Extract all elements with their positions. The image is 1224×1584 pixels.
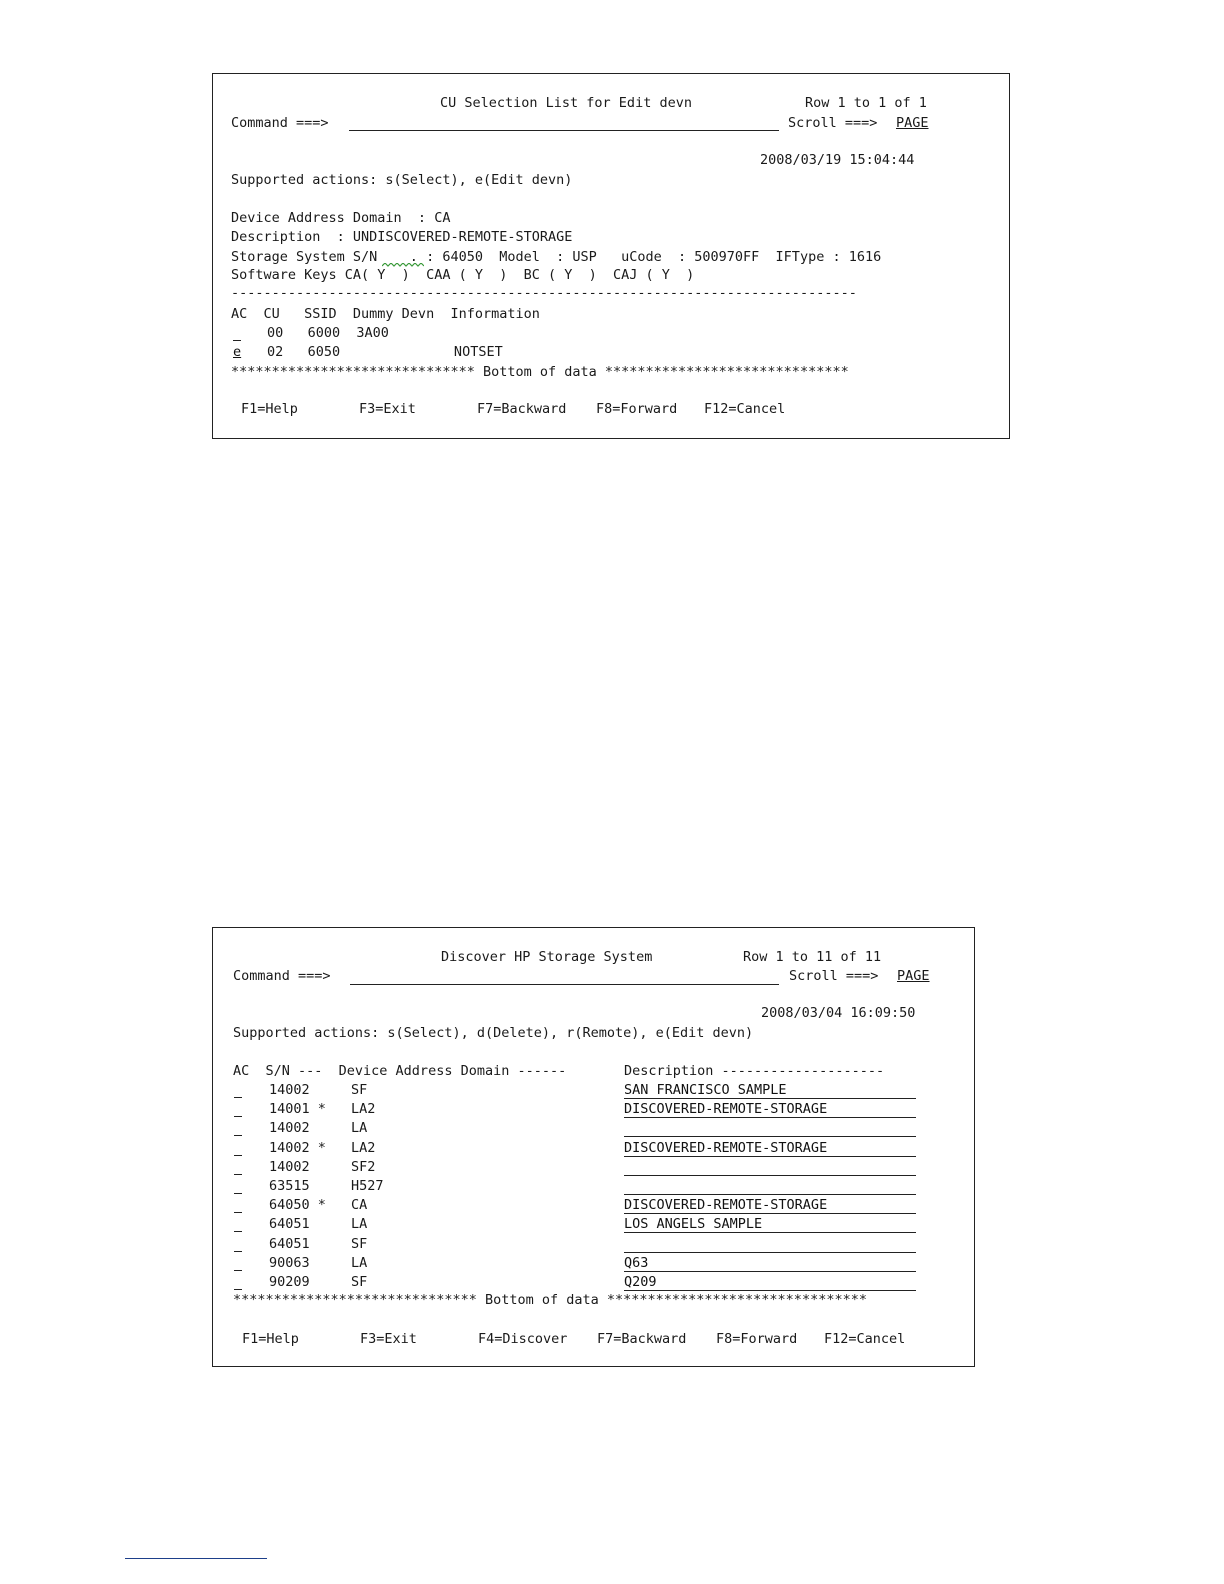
serial-number: 64051: [269, 1216, 326, 1232]
f1-help-key[interactable]: F1=Help: [242, 1331, 299, 1347]
serial-number: 14002: [269, 1120, 326, 1136]
action-field[interactable]: [234, 1231, 242, 1232]
timestamp: 2008/03/19 15:04:44: [760, 152, 915, 168]
action-field[interactable]: [234, 1270, 242, 1271]
description-field-underline: [624, 1156, 916, 1157]
table-header-description: Description --------------------: [624, 1063, 885, 1079]
table-row: 00 6000 3A00: [267, 325, 389, 341]
serial-number: 90063: [269, 1255, 326, 1271]
bottom-of-data: ****************************** Bottom of data ******************************: [231, 364, 849, 380]
table-row: 02 6050 NOTSET: [267, 344, 503, 360]
action-field[interactable]: [234, 1289, 242, 1290]
supported-actions: Supported actions: s(Select), d(Delete), r(Remote), e(Edit devn): [233, 1025, 754, 1041]
description-field-underline: [624, 1136, 916, 1137]
f3-exit-key[interactable]: F3=Exit: [359, 401, 416, 417]
row-info: Row 1 to 1 of 1: [805, 95, 927, 111]
action-field[interactable]: [233, 340, 241, 341]
table-header: AC CU SSID Dummy Devn Information: [231, 306, 540, 322]
table-header: AC S/N --- Device Address Domain ------: [233, 1063, 567, 1079]
timestamp: 2008/03/04 16:09:50: [761, 1005, 916, 1021]
f3-exit-key[interactable]: F3=Exit: [360, 1331, 417, 1347]
description-line: Description : UNDISCOVERED-REMOTE-STORAGE: [231, 229, 573, 245]
description-field-underline: [624, 1232, 916, 1233]
scroll-label: Scroll ===>: [788, 115, 878, 131]
serial-number: 63515: [269, 1178, 326, 1194]
f8-forward-key[interactable]: F8=Forward: [596, 401, 678, 417]
discover-storage-panel: [212, 927, 975, 1367]
f7-backward-key[interactable]: F7=Backward: [477, 401, 567, 417]
description-field[interactable]: DISCOVERED-REMOTE-STORAGE: [624, 1140, 828, 1156]
serial-number: 64051: [269, 1236, 326, 1252]
device-address-domain: SF: [351, 1082, 368, 1098]
screen-title: CU Selection List for Edit devn: [440, 95, 692, 111]
device-address-domain: LA: [351, 1216, 368, 1232]
software-keys-line: Software Keys CA( Y ) CAA ( Y ) BC ( Y ) CAJ ( Y ): [231, 267, 695, 283]
serial-number: 14002 *: [269, 1140, 326, 1156]
description-field-underline: [624, 1117, 916, 1118]
action-field[interactable]: [234, 1251, 242, 1252]
storage-system-line: Storage System S/N . : 64050 Model : USP uCode : 500970FF IFType : 1616: [231, 249, 882, 265]
device-address-domain: SF: [351, 1236, 368, 1252]
description-field[interactable]: SAN FRANCISCO SAMPLE: [624, 1082, 787, 1098]
description-field-underline: [624, 1175, 916, 1176]
action-field[interactable]: [234, 1212, 242, 1213]
action-field[interactable]: [234, 1155, 242, 1156]
device-address-domain: SF2: [351, 1159, 376, 1175]
bottom-of-data: ****************************** Bottom of data ********************************: [233, 1292, 867, 1308]
description-field[interactable]: DISCOVERED-REMOTE-STORAGE: [624, 1197, 828, 1213]
action-field[interactable]: [234, 1174, 242, 1175]
scroll-amount-field[interactable]: PAGE: [896, 115, 929, 131]
serial-number: 14002: [269, 1082, 326, 1098]
device-address-domain: LA2: [351, 1101, 376, 1117]
description-field[interactable]: LOS ANGELS SAMPLE: [624, 1216, 763, 1232]
command-input[interactable]: [349, 116, 779, 131]
description-field-underline: [624, 1290, 916, 1291]
device-address-domain: LA2: [351, 1140, 376, 1156]
separator: -----------------------------------------------------------------------------: [231, 285, 857, 301]
f7-backward-key[interactable]: F7=Backward: [597, 1331, 687, 1347]
action-field[interactable]: [234, 1135, 242, 1136]
description-field[interactable]: DISCOVERED-REMOTE-STORAGE: [624, 1101, 828, 1117]
device-address-domain: LA: [351, 1120, 368, 1136]
device-address-domain: LA: [351, 1255, 368, 1271]
footnote-separator: [125, 1558, 267, 1559]
device-address-domain: H527: [351, 1178, 384, 1194]
serial-number: 14002: [269, 1159, 326, 1175]
device-address-domain: CA: [351, 1197, 368, 1213]
description-field-underline: [624, 1252, 916, 1253]
serial-number: 90209: [269, 1274, 326, 1290]
description-field[interactable]: Q209: [624, 1274, 657, 1290]
command-input[interactable]: [350, 970, 779, 985]
description-field-underline: [624, 1194, 916, 1195]
screen-title: Discover HP Storage System: [441, 949, 653, 965]
description-field-underline: [624, 1098, 916, 1099]
device-address-domain: SF: [351, 1274, 368, 1290]
supported-actions: Supported actions: s(Select), e(Edit devn): [231, 172, 573, 188]
cu-selection-panel: [212, 73, 1010, 439]
command-label: Command ===>: [233, 968, 331, 984]
command-label: Command ===>: [231, 115, 329, 131]
action-field[interactable]: [234, 1097, 242, 1098]
device-address-domain: Device Address Domain : CA: [231, 210, 451, 226]
f4-discover-key[interactable]: F4=Discover: [478, 1331, 568, 1347]
action-field[interactable]: e: [233, 344, 242, 360]
f8-forward-key[interactable]: F8=Forward: [716, 1331, 798, 1347]
action-field[interactable]: [234, 1116, 242, 1117]
scroll-label: Scroll ===>: [789, 968, 879, 984]
description-field-underline: [624, 1213, 916, 1214]
scroll-amount-field[interactable]: PAGE: [897, 968, 930, 984]
f12-cancel-key[interactable]: F12=Cancel: [824, 1331, 906, 1347]
f12-cancel-key[interactable]: F12=Cancel: [704, 401, 786, 417]
description-field[interactable]: Q63: [624, 1255, 649, 1271]
description-field-underline: [624, 1271, 916, 1272]
f1-help-key[interactable]: F1=Help: [241, 401, 298, 417]
row-info: Row 1 to 11 of 11: [743, 949, 882, 965]
serial-number: 14001 *: [269, 1101, 326, 1117]
serial-number: 64050 *: [269, 1197, 326, 1213]
action-field[interactable]: [234, 1193, 242, 1194]
